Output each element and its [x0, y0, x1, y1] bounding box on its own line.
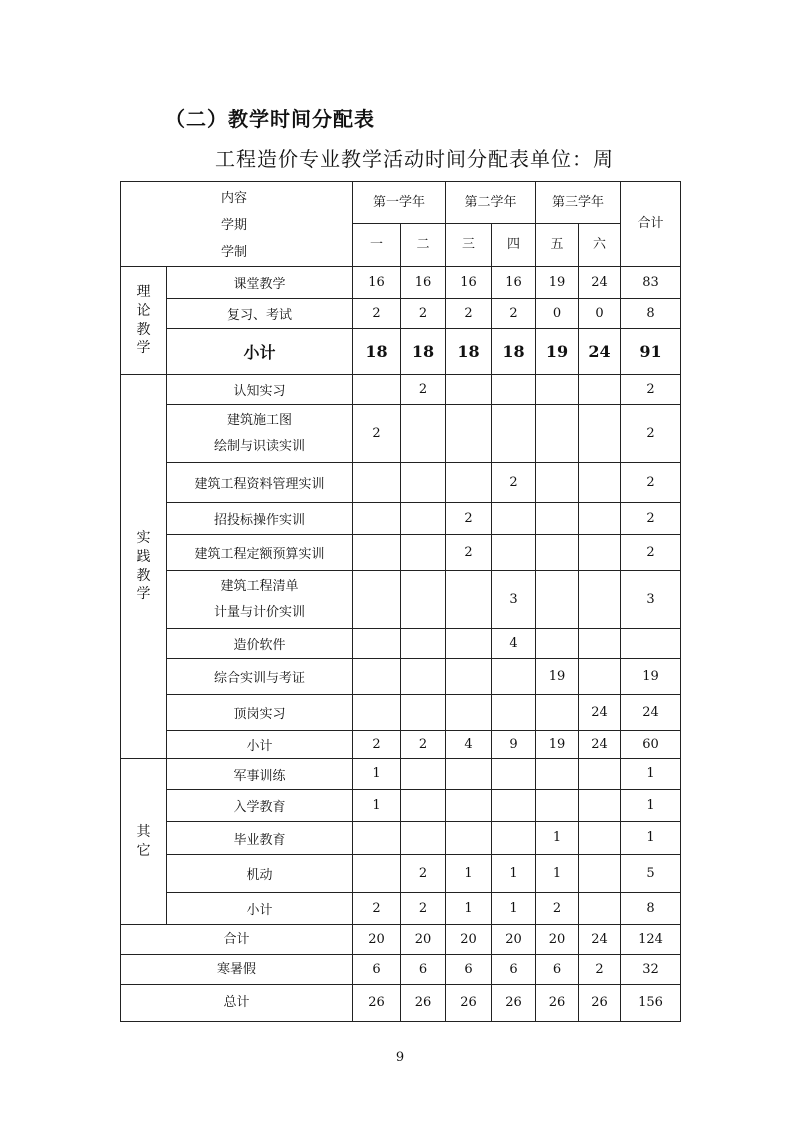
value-cell [353, 629, 401, 659]
value-cell: 20 [536, 925, 579, 955]
row-label-line: 机动 [246, 868, 273, 883]
row-label-line: 绘制与识读实训 [213, 438, 305, 454]
value-cell [536, 375, 579, 405]
value-cell: 1 [492, 893, 536, 925]
category-char: 教 [136, 567, 151, 584]
table-row [121, 571, 681, 629]
corner-content-label: 内容 [221, 191, 248, 206]
value-cell [536, 405, 579, 463]
value-cell [536, 759, 579, 790]
category-char: 实 [136, 529, 151, 546]
value-cell [536, 695, 579, 731]
value-cell: 1 [353, 759, 401, 790]
value-cell: 1 [446, 855, 492, 893]
value-cell: 2 [492, 463, 536, 503]
value-cell: 2 [579, 955, 621, 985]
value-cell [446, 629, 492, 659]
row-total-cell: 83 [621, 267, 681, 299]
table-row [121, 375, 681, 405]
table-title: 工程造价专业教学活动时间分配表单位：周 [215, 147, 614, 171]
table-row [121, 267, 681, 299]
value-cell [536, 463, 579, 503]
table-row [121, 329, 681, 375]
value-cell: 26 [353, 985, 401, 1022]
year-header: 第二学年 [446, 182, 536, 224]
row-label-line: 小计 [246, 903, 273, 918]
value-cell [579, 503, 621, 535]
value-cell [446, 463, 492, 503]
row-total-cell: 8 [621, 893, 681, 925]
value-cell: 26 [536, 985, 579, 1022]
value-cell [446, 695, 492, 731]
value-cell: 4 [446, 731, 492, 759]
summary-row [121, 925, 681, 955]
row-label [167, 329, 353, 375]
value-cell: 24 [579, 731, 621, 759]
row-total-cell: 1 [621, 822, 681, 855]
value-cell [536, 629, 579, 659]
row-total-cell: 1 [621, 759, 681, 790]
value-cell [401, 535, 446, 571]
value-cell [353, 659, 401, 695]
total-header: 合计 [621, 182, 681, 267]
value-cell [353, 855, 401, 893]
value-cell [579, 463, 621, 503]
category-char: 理 [136, 283, 151, 300]
semester-header: 一 [353, 224, 401, 267]
value-cell: 0 [536, 299, 579, 329]
row-label-line: 综合实训与考证 [213, 671, 305, 686]
row-label-line: 计量与计价实训 [213, 604, 305, 620]
page-number: 9 [395, 1050, 405, 1065]
summary-label: 寒暑假 [121, 955, 353, 985]
value-cell: 6 [353, 955, 401, 985]
table-row [121, 822, 681, 855]
value-cell [579, 855, 621, 893]
value-cell: 16 [401, 267, 446, 299]
row-total-cell: 24 [621, 695, 681, 731]
value-cell [401, 822, 446, 855]
section-title: （二）教学时间分配表 [165, 107, 375, 131]
value-cell [401, 463, 446, 503]
value-cell: 26 [579, 985, 621, 1022]
value-cell [446, 571, 492, 629]
value-cell: 26 [446, 985, 492, 1022]
schedule-table [120, 181, 681, 1022]
value-cell [492, 659, 536, 695]
value-cell: 1 [353, 790, 401, 822]
category-char: 论 [136, 302, 151, 319]
value-cell [579, 571, 621, 629]
row-label-line: 认知实习 [233, 384, 286, 399]
value-cell [446, 759, 492, 790]
table-row [121, 855, 681, 893]
row-label [167, 571, 353, 629]
row-label-line: 造价软件 [233, 638, 286, 653]
value-cell [353, 571, 401, 629]
row-label-line: 课堂教学 [233, 277, 286, 292]
year-header: 第三学年 [536, 182, 621, 224]
value-cell [446, 375, 492, 405]
value-cell [353, 463, 401, 503]
value-cell: 2 [353, 405, 401, 463]
value-cell: 19 [536, 659, 579, 695]
value-cell [446, 790, 492, 822]
value-cell: 19 [536, 329, 579, 375]
row-label [167, 893, 353, 925]
value-cell: 24 [579, 695, 621, 731]
value-cell: 6 [492, 955, 536, 985]
value-cell: 2 [446, 299, 492, 329]
value-cell: 2 [353, 731, 401, 759]
value-cell: 1 [536, 855, 579, 893]
value-cell [401, 659, 446, 695]
value-cell: 6 [446, 955, 492, 985]
value-cell: 2 [536, 893, 579, 925]
table-row [121, 535, 681, 571]
value-cell: 4 [492, 629, 536, 659]
row-label-line: 小计 [246, 739, 273, 754]
row-total-cell: 2 [621, 463, 681, 503]
row-label [167, 503, 353, 535]
value-cell: 19 [536, 267, 579, 299]
row-label [167, 405, 353, 463]
category-char: 学 [136, 586, 151, 603]
semester-header: 二 [401, 224, 446, 267]
row-label-line: 招投标操作实训 [213, 513, 305, 528]
value-cell [446, 822, 492, 855]
value-cell: 20 [353, 925, 401, 955]
row-label-line: 复习、考试 [226, 308, 292, 323]
value-cell [492, 695, 536, 731]
table-row [121, 731, 681, 759]
row-label [167, 629, 353, 659]
value-cell: 1 [492, 855, 536, 893]
table-row [121, 893, 681, 925]
value-cell [353, 822, 401, 855]
value-cell [579, 759, 621, 790]
table-row [121, 629, 681, 659]
row-label [167, 267, 353, 299]
value-cell [579, 375, 621, 405]
row-label-line: 建筑工程定额预算实训 [194, 547, 325, 562]
value-cell: 16 [446, 267, 492, 299]
row-label-line: 建筑施工图 [226, 412, 292, 428]
value-cell: 24 [579, 925, 621, 955]
summary-row [121, 955, 681, 985]
value-cell [492, 790, 536, 822]
value-cell: 18 [446, 329, 492, 375]
row-total-cell: 60 [621, 731, 681, 759]
value-cell: 18 [401, 329, 446, 375]
row-label-line: 军事训练 [233, 768, 286, 784]
value-cell [579, 629, 621, 659]
value-cell [353, 535, 401, 571]
table-row [121, 503, 681, 535]
summary-row [121, 985, 681, 1022]
value-cell: 2 [401, 855, 446, 893]
value-cell [579, 535, 621, 571]
value-cell: 16 [492, 267, 536, 299]
row-label [167, 855, 353, 893]
value-cell: 20 [492, 925, 536, 955]
category-char: 践 [136, 548, 151, 565]
row-label [167, 463, 353, 503]
row-total-cell [621, 629, 681, 659]
row-label-line: 毕业教育 [233, 832, 286, 848]
row-label [167, 375, 353, 405]
value-cell [579, 822, 621, 855]
value-cell [446, 405, 492, 463]
year-header: 第一学年 [353, 182, 446, 224]
table-row [121, 463, 681, 503]
value-cell: 3 [492, 571, 536, 629]
value-cell: 2 [492, 299, 536, 329]
corner-system-label: 学制 [221, 245, 248, 260]
value-cell [492, 822, 536, 855]
value-cell: 2 [401, 299, 446, 329]
value-cell: 26 [492, 985, 536, 1022]
row-total-cell: 124 [621, 925, 681, 955]
table-row [121, 759, 681, 790]
semester-header: 四 [492, 224, 536, 267]
category-char: 教 [136, 321, 151, 338]
value-cell: 2 [401, 731, 446, 759]
value-cell: 20 [401, 925, 446, 955]
row-total-cell: 2 [621, 375, 681, 405]
category-cell [121, 267, 167, 375]
row-label [167, 759, 353, 790]
category-cell [121, 759, 167, 925]
semester-header: 五 [536, 224, 579, 267]
value-cell: 6 [401, 955, 446, 985]
value-cell: 1 [536, 822, 579, 855]
row-total-cell: 2 [621, 535, 681, 571]
value-cell [536, 503, 579, 535]
value-cell: 16 [353, 267, 401, 299]
row-total-cell: 5 [621, 855, 681, 893]
corner-header [121, 182, 353, 267]
value-cell: 2 [353, 893, 401, 925]
value-cell [579, 659, 621, 695]
table-row [121, 299, 681, 329]
value-cell [492, 375, 536, 405]
row-label-line: 小计 [243, 343, 276, 362]
value-cell: 2 [401, 893, 446, 925]
value-cell: 2 [446, 503, 492, 535]
row-total-cell: 2 [621, 503, 681, 535]
value-cell [401, 695, 446, 731]
table-row [121, 405, 681, 463]
value-cell [536, 571, 579, 629]
value-cell [401, 629, 446, 659]
value-cell [353, 695, 401, 731]
row-total-cell: 32 [621, 955, 681, 985]
value-cell: 19 [536, 731, 579, 759]
row-label-line: 入学教育 [233, 800, 286, 815]
row-label [167, 731, 353, 759]
value-cell: 18 [492, 329, 536, 375]
semester-header: 三 [446, 224, 492, 267]
value-cell [401, 759, 446, 790]
row-label-line: 建筑工程清单 [220, 578, 299, 594]
value-cell: 18 [353, 329, 401, 375]
row-label [167, 790, 353, 822]
row-label [167, 822, 353, 855]
value-cell [492, 405, 536, 463]
value-cell [401, 571, 446, 629]
value-cell [401, 503, 446, 535]
row-label [167, 695, 353, 731]
row-total-cell: 3 [621, 571, 681, 629]
row-total-cell: 156 [621, 985, 681, 1022]
value-cell [446, 659, 492, 695]
value-cell: 20 [446, 925, 492, 955]
value-cell [492, 535, 536, 571]
value-cell: 2 [353, 299, 401, 329]
row-total-cell: 2 [621, 405, 681, 463]
value-cell [492, 503, 536, 535]
summary-label: 总计 [121, 985, 353, 1022]
row-total-cell: 1 [621, 790, 681, 822]
value-cell: 24 [579, 329, 621, 375]
value-cell [401, 405, 446, 463]
value-cell [492, 759, 536, 790]
table-row [121, 659, 681, 695]
category-cell [121, 375, 167, 759]
value-cell [579, 790, 621, 822]
value-cell: 2 [446, 535, 492, 571]
row-label [167, 535, 353, 571]
value-cell [353, 375, 401, 405]
category-char: 学 [136, 340, 151, 357]
row-label-line: 建筑工程资料管理实训 [194, 477, 325, 492]
table-row [121, 695, 681, 731]
value-cell [353, 503, 401, 535]
summary-label: 合计 [121, 925, 353, 955]
row-total-cell: 91 [621, 329, 681, 375]
corner-semester-label: 学期 [221, 218, 248, 233]
value-cell: 6 [536, 955, 579, 985]
value-cell: 26 [401, 985, 446, 1022]
row-label [167, 659, 353, 695]
value-cell: 24 [579, 267, 621, 299]
row-total-cell: 19 [621, 659, 681, 695]
value-cell: 1 [446, 893, 492, 925]
table-row [121, 790, 681, 822]
value-cell: 0 [579, 299, 621, 329]
value-cell [536, 535, 579, 571]
value-cell [401, 790, 446, 822]
value-cell [579, 893, 621, 925]
row-label-line: 顶岗实习 [233, 707, 286, 722]
category-char: 其 [136, 823, 151, 840]
value-cell: 2 [401, 375, 446, 405]
value-cell [579, 405, 621, 463]
value-cell: 9 [492, 731, 536, 759]
semester-header: 六 [579, 224, 621, 267]
row-label [167, 299, 353, 329]
row-total-cell: 8 [621, 299, 681, 329]
value-cell [536, 790, 579, 822]
category-char: 它 [136, 842, 151, 859]
